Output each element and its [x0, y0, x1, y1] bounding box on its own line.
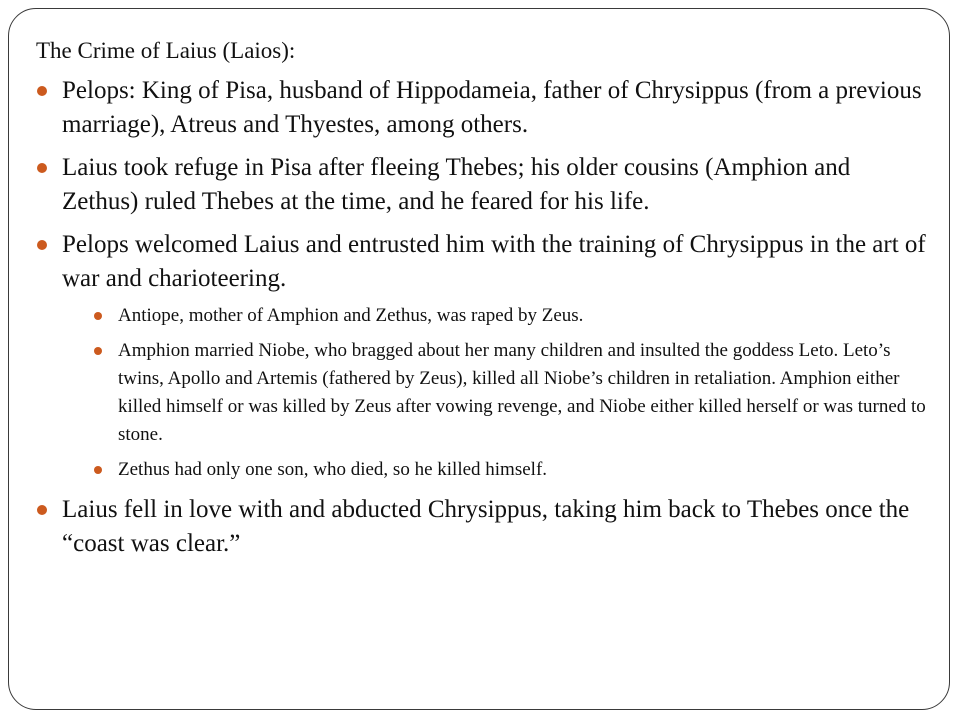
sub-bullet-item [62, 302, 926, 330]
bullet-dot-icon [37, 86, 47, 96]
sub-bullet-dot-icon [94, 347, 102, 355]
sub-bullet-text: Amphion married Niobe, who bragged about her many children and insulted the goddess Leto. Leto’s twins, Apollo and Artemis (fathered by Zeus), killed all Niobe’s children in retaliation. Amphion either killed himself or was killed by Zeus after vowing revenge, and Niobe either killed herself or was turned to stone. [118, 340, 926, 445]
bullet-dot-icon [37, 240, 47, 250]
bullet-dot-icon [37, 163, 47, 173]
sub-bullet-dot-icon [94, 466, 102, 474]
sub-bullet-text: Zethus had only one son, who died, so he killed himself. [118, 459, 548, 480]
bullet-item [36, 151, 926, 219]
sub-bullet-dot-icon [94, 312, 102, 320]
bullet-dot-icon [37, 505, 47, 515]
slide-content [36, 28, 926, 570]
bullet-item [36, 74, 926, 142]
bullet-item [36, 228, 926, 484]
sub-bullet-text: Antiope, mother of Amphion and Zethus, was raped by Zeus. [118, 305, 584, 326]
bullet-text: Laius fell in love with and abducted Chrysippus, taking him back to Thebes once the “coast was clear.” [62, 496, 910, 557]
sub-bullet-item [62, 337, 926, 449]
sub-bullet-item [62, 456, 926, 484]
slide-heading: The Crime of Laius (Laios): [36, 38, 296, 63]
sub-bullet-list [62, 302, 926, 484]
bullet-list [36, 74, 926, 561]
bullet-text: Pelops welcomed Laius and entrusted him with the training of Chrysippus in the art of war and charioteering. [62, 231, 926, 292]
bullet-text: Pelops: King of Pisa, husband of Hippodameia, father of Chrysippus (from a previous marriage), Atreus and Thyestes, among others. [62, 77, 922, 138]
bullet-item [36, 493, 926, 561]
bullet-text: Laius took refuge in Pisa after fleeing Thebes; his older cousins (Amphion and Zethus) ruled Thebes at the time, and he feared for his life. [62, 154, 851, 215]
